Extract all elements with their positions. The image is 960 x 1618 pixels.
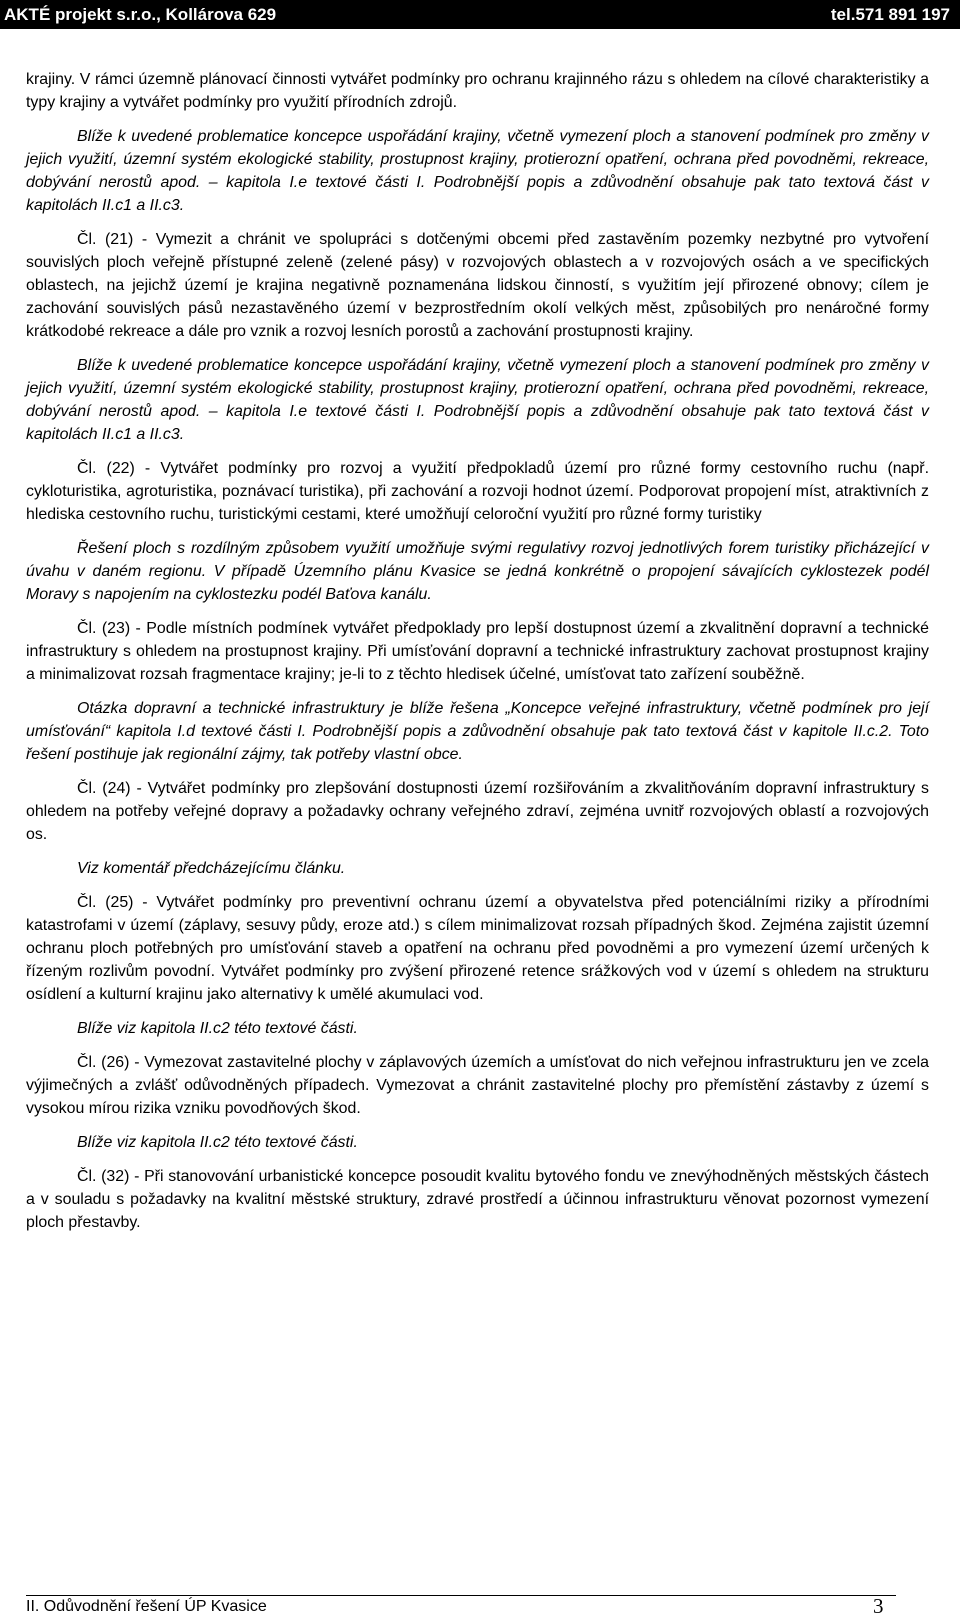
paragraph-continuation: krajiny. V rámci územně plánovací činnosti vytvářet podmínky pro ochranu krajinného rázu s ohledem na cílové charakteristiky a typy krajiny a vytvářet podmínky pro využití přírodních zdrojů. <box>26 71 929 111</box>
paragraph-article-26: Čl. (26) - Vymezovat zastavitelné plochy v záplavových územích a umísťovat do nich veřejnou infrastrukturu jen ve zcela výjimečných a zvlášť odůvodněných případech. Vymezovat a chránit zastavitelné plochy pro přemístění zástavby z území s vysokou mírou rizika vzniku povodňových škod. <box>26 1054 929 1117</box>
header-company: AKTÉ projekt s.r.o., Kollárova 629 <box>4 5 277 24</box>
paragraph-article-32: Čl. (32) - Při stanovování urbanistické koncepce posoudit kvalitu bytového fondu ve znevýhodněných městských částech a v souladu s požadavky na kvalitní městské struktury, zdravé prostředí a účinnou infrastrukturu věnovat pozornost vymezení ploch přestavby. <box>26 1168 929 1231</box>
page-header <box>0 0 960 29</box>
paragraph-commentary: Blíže k uvedené problematice koncepce uspořádání krajiny, včetně vymezení ploch a stanovení podmínek pro změny v jejich využití, územní systém ekologické stability, prostupnost krajiny, protierozní opatření, ochrana před povodněmi, rekreace, dobývání nerostů apod. – kapitola I.e textové části I. Podrobnější popis a zdůvodnění obsahuje pak tato textová část v kapitolách II.c1 a II.c3. <box>26 357 929 443</box>
footer-document-title: II. Odůvodnění řešení ÚP Kvasice <box>26 1598 267 1615</box>
paragraph-article-24: Čl. (24) - Vytvářet podmínky pro zlepšování dostupnosti území rozšiřováním a zkvalitňováním dopravní infrastruktury s ohledem na potřeby veřejné dopravy a požadavky ochrany veřejného zdraví, zejména uvnitř rozvojových oblastí a rozvojových os. <box>26 780 929 843</box>
page-number: 3 <box>873 1594 884 1618</box>
paragraph-commentary: Blíže viz kapitola II.c2 této textové části. <box>77 1134 358 1151</box>
header-phone: tel.571 891 197 <box>830 5 950 24</box>
paragraph-commentary: Viz komentář předcházejícímu článku. <box>77 860 346 877</box>
paragraph-article-25: Čl. (25) - Vytvářet podmínky pro preventivní ochranu území a obyvatelstva před potenciálními riziky a přírodními katastrofami v území (záplavy, sesuvy půdy, eroze atd.) s cílem minimalizovat rozsah případných škod. Zejména zajistit územní ochranu ploch potřebných pro umísťování staveb a opatření na ochranu před povodněmi a pro vymezení území určených k řízeným rozlivům povodní. Vytvářet podmínky pro zvýšení přirozené retence srážkových vod v území s ohledem na strukturu osídlení a kulturní krajinu jako alternativy k umělé akumulaci vod. <box>26 894 929 1003</box>
paragraph-commentary: Blíže viz kapitola II.c2 této textové části. <box>77 1020 358 1037</box>
paragraph-article-21: Čl. (21) - Vymezit a chránit ve spolupráci s dotčenými obcemi před zastavěním pozemky nezbytné pro vytvoření souvislých ploch veřejně přístupné zeleně (zelené pásy) v rozvojových oblastech a v rozvojových osách a ve specifických oblastech, na jejichž území je krajina negativně poznamenána lidskou činností, s využitím její přirozené obnovy; cílem je zachování souvislých pásů nezastavěného území v bezprostředním okolí velkých měst, způsobilých pro nenáročné formy krátkodobé rekreace a dále pro vznik a rozvoj lesních porostů a zachování prostupnosti krajiny. <box>26 231 929 340</box>
page-footer <box>0 1596 960 1617</box>
paragraph-commentary: Řešení ploch s rozdílným způsobem využití umožňuje svými regulativy rozvoj jednotlivých forem turistiky přicházející v úvahu v daném regionu. V případě Územního plánu Kvasice se jedná konkrétně o propojení sávajících cyklostezek podél Moravy s napojením na cyklostezku podél Baťova kanálu. <box>26 540 929 603</box>
paragraph-commentary: Blíže k uvedené problematice koncepce uspořádání krajiny, včetně vymezení ploch a stanovení podmínek pro změny v jejich využití, územní systém ekologické stability, prostupnost krajiny, protierozní opatření, ochrana před povodněmi, rekreace, dobývání nerostů apod. – kapitola I.e textové části I. Podrobnější popis a zdůvodnění obsahuje pak tato textová část v kapitolách II.c1 a II.c3. <box>26 128 929 214</box>
paragraph-article-23: Čl. (23) - Podle místních podmínek vytvářet předpoklady pro lepší dostupnost území a zkvalitnění dopravní a technické infrastruktury s ohledem na prostupnost krajiny. Při umísťování dopravní a technické infrastruktury zachovat prostupnost krajiny a minimalizovat rozsah fragmentace krajiny; je-li to z těchto hledisek účelné, umísťovat tato zařízení souběžně. <box>26 620 929 683</box>
document-body <box>26 68 929 1245</box>
paragraph-article-22: Čl. (22) - Vytvářet podmínky pro rozvoj a využití předpokladů území pro různé formy cestovního ruchu (např. cykloturistika, agroturistika, poznávací turistika), při zachování a rozvoji hodnot území. Podporovat propojení míst, atraktivních z hlediska cestovního ruchu, turistickými cestami, které umožňují celoroční využití pro různé formy turistiky <box>26 460 929 523</box>
paragraph-commentary: Otázka dopravní a technické infrastruktury je blíže řešena „Koncepce veřejné infrastruktury, včetně podmínek pro její umísťování“ kapitola I.d textové části I. Podrobnější popis a zdůvodnění obsahuje pak tato textová část v kapitole II.c.2. Toto řešení postihuje jak regionální zájmy, tak potřeby vlastní obce. <box>26 700 929 763</box>
